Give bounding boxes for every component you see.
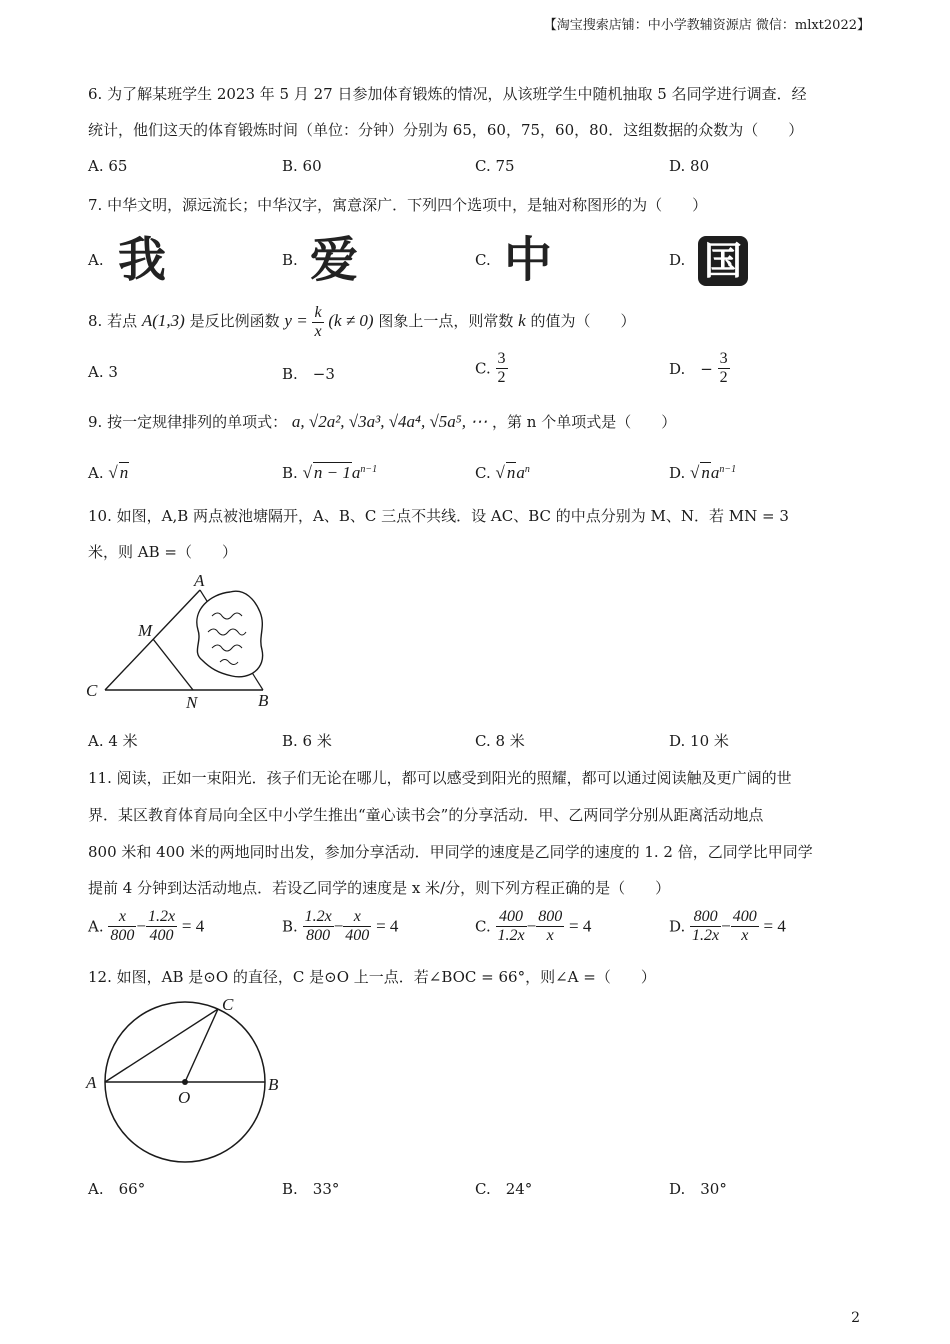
q9-sequence: a, √2a², √3a³, √4a⁴, √5a⁵, ⋯: [291, 412, 488, 431]
q9-option-b-label: B.: [282, 464, 298, 482]
q9-option-b-radicand: n − 1: [313, 463, 351, 482]
q7-option-a-label: A.: [88, 251, 104, 269]
q8-frac-num: k: [314, 303, 322, 321]
q8-prefix: 8. 若点: [88, 312, 138, 330]
q12-label-o: O: [178, 1088, 191, 1107]
q8-option-b: B. −3: [282, 365, 335, 383]
q8-condition: (k ≠ 0): [328, 311, 374, 330]
q12-label-c: C: [222, 995, 234, 1014]
q8-option-c-label: C.: [475, 359, 491, 378]
q11-c-rhs: = 4: [568, 916, 592, 936]
q9-option-b-exp: n−1: [360, 464, 378, 475]
q8-option-c: [475, 350, 508, 387]
q11-b-d2: 400: [345, 927, 370, 944]
q9-option-c-label: C.: [475, 464, 491, 482]
q11-b-n1: 1.2x: [304, 908, 332, 925]
q8-k: k: [518, 311, 526, 330]
q8-option-d-label: D. −: [669, 360, 713, 378]
q9-prefix: 9. 按一定规律排列的单项式：: [88, 413, 288, 431]
q10-option-a: A. 4 米: [88, 732, 138, 750]
q11-a-n1: x: [108, 908, 136, 927]
q8-option-d: [669, 350, 730, 387]
q11-d-n1: 800: [690, 908, 721, 927]
q11-option-c: C. $\frac{400}{1.2x}$ − $\frac{800}{x}$ = 4: [475, 908, 592, 944]
q10-pond: [197, 591, 263, 677]
q7-char-ai: 爱: [309, 232, 358, 288]
q10-line1: 10. 如图，A,B 两点被池塘隔开，A、B、C 三点不共线．设 AC、BC 的中点分别为 M、N．若 MN = 3: [88, 507, 789, 525]
q10-label-b: B: [258, 691, 269, 710]
q8-question: [88, 298, 636, 344]
q11-c-d1: 1.2x: [497, 927, 525, 944]
q11-option-b-label: B.: [282, 917, 298, 936]
q8-func-lhs: y =: [284, 311, 308, 330]
q12-label-a: A: [86, 1073, 97, 1092]
q11-d-n2: 400: [732, 908, 757, 925]
q8-suffix: 图象上一点，则常数: [378, 312, 514, 330]
q11-a-d2: 400: [149, 927, 174, 944]
q6-option-b: B. 60: [282, 157, 322, 175]
q8-option-c-num: 3: [497, 350, 506, 367]
q10-option-b: B. 6 米: [282, 732, 332, 750]
q10-segment-ac: [105, 590, 200, 690]
q11-d-d2: x: [741, 927, 749, 944]
q12-option-b: B. 33°: [282, 1180, 340, 1198]
q7-option-c-label: C.: [475, 251, 491, 269]
page-number: 2: [851, 1310, 860, 1326]
q11-b-d1: 800: [306, 927, 331, 944]
q11-line3: 800 米和 400 米的两地同时出发，参加分享活动．甲同学的速度是乙同学的速度的 1. 2 倍，乙同学比甲同学: [88, 843, 813, 861]
q9-option-d-radicand: n: [701, 463, 710, 482]
q11-option-a-label: A.: [88, 917, 104, 936]
q8-option-d-num: 3: [719, 350, 728, 367]
q8-option-c-frac: [496, 350, 508, 387]
q9-option-a-radicand: n: [119, 463, 129, 482]
q11-c-d2: x: [546, 927, 554, 944]
q11-b-rhs: = 4: [376, 916, 399, 936]
q9-option-a-label: A.: [88, 464, 104, 482]
q10-option-d: D. 10 米: [669, 732, 729, 750]
q7-char-wo: 我: [117, 232, 166, 288]
q11-line1: 11. 阅读，正如一束阳光．孩子们无论在哪儿，都可以感受到阳光的照耀，都可以通过阅读触及更广阔的世: [88, 769, 792, 787]
q10-line2: 米，则 AB =（ ）: [88, 543, 237, 561]
q7-char-zhong: 中: [503, 232, 552, 288]
q9-option-b-base: a: [351, 463, 361, 482]
q11-option-d: D. $\frac{800}{1.2x}$ − $\frac{400}{x}$ = 4: [669, 908, 786, 944]
q10-figure: [80, 572, 290, 717]
q11-option-d-label: D.: [669, 917, 686, 936]
q11-option-b: B. $\frac{1.2x}{800}$ − $\frac{x}{400}$ = 4: [282, 908, 399, 944]
q7-option-b-label: B.: [282, 251, 298, 269]
q12-figure: [80, 992, 300, 1167]
q10-label-n: N: [186, 693, 198, 712]
q12-option-a: A. 66°: [88, 1180, 146, 1198]
q9-option-d-label: D.: [669, 464, 686, 482]
q11-option-c-label: C.: [475, 917, 491, 936]
q6-line2: 统计，他们这天的体育锻炼时间（单位：分钟）分别为 65，60，75，60，80．这组数据的众数为（ ）: [88, 121, 804, 139]
q10-label-m: M: [138, 621, 153, 640]
q9-question: [88, 411, 676, 432]
q12-option-c: C. 24°: [475, 1180, 533, 1198]
q10-label-c: C: [86, 681, 98, 700]
q9-option-c-radicand: n: [506, 463, 516, 482]
q9-option-b: B. √ $n - 1a^{n-1}$: [282, 463, 378, 482]
q11-d-d1: 1.2x: [692, 927, 720, 944]
q11-line4: 提前 4 分钟到达活动地点．若设乙同学的速度是 x 米/分，则下列方程正确的是（ ）: [88, 879, 671, 897]
page-header: 【淘宝搜索店铺：中小学教辅资源店 微信：mlxt2022】: [543, 18, 870, 33]
q12-center-dot: [182, 1079, 188, 1085]
q11-option-a: A. $\frac{x}{800}$ − $\frac{1.2x}{400}$ = 4: [88, 908, 205, 944]
q10-label-a: A: [194, 572, 205, 590]
q8-option-c-den: 2: [497, 369, 506, 386]
q11-a-d1: 800: [110, 927, 135, 944]
q11-a-n2: 1.2x: [147, 908, 176, 925]
q11-line2: 界．某区教育体育局向全区中小学生推出“童心读书会”的分享活动．甲、乙两同学分别从距离活动地点: [88, 806, 764, 824]
q7-char-guo: 国: [698, 236, 748, 286]
q11-d-rhs: = 4: [763, 916, 786, 936]
q9-option-d: D. √ $na^{n-1}$: [669, 463, 737, 482]
q6-option-c: C. 75: [475, 157, 515, 175]
q11-c-n1: 400: [496, 908, 527, 927]
q10-segment-mn: [153, 639, 193, 690]
q8-option-d-den: 2: [719, 369, 728, 386]
q8-point: A(1,3): [141, 311, 185, 330]
q8-frac-den: x: [314, 322, 322, 340]
q9-option-c-base: a: [516, 463, 525, 482]
q12-label-b: B: [268, 1075, 279, 1094]
q10-option-c: C. 8 米: [475, 732, 525, 750]
q12-question: 12. 如图，AB 是⊙O 的直径，C 是⊙O 上一点．若∠BOC = 66°，则∠A =（ ）: [88, 968, 656, 986]
q8-option-a: A. 3: [88, 363, 118, 381]
q6-line1: 6. 为了解某班学生 2023 年 5 月 27 日参加体育锻炼的情况，从该班学生中随机抽取 5 名同学进行调查．经: [88, 85, 807, 103]
q8-option-d-frac: [718, 350, 730, 387]
q7-question: 7. 中华文明，源远流长；中华汉字，寓意深广．下列四个选项中，是轴对称图形的为（ ）: [88, 196, 708, 214]
q6-option-a: A. 65: [88, 157, 128, 175]
q8-end: 的值为（ ）: [530, 312, 636, 330]
q11-b-n2: x: [343, 908, 371, 927]
q9-option-d-base: a: [710, 463, 720, 482]
q9-option-a: A. √ n: [88, 463, 129, 482]
q9-option-d-exp: n−1: [719, 464, 737, 475]
q7-option-d-label: D.: [669, 251, 686, 269]
q9-option-c: C. √ $na^n$: [475, 463, 530, 482]
q11-a-rhs: = 4: [181, 916, 205, 936]
q6-option-d: D. 80: [669, 157, 710, 175]
q11-c-n2: 800: [538, 908, 563, 925]
q8-mid: 是反比例函数: [189, 312, 280, 330]
q12-option-d: D. 30°: [669, 1180, 727, 1198]
q9-suffix: ，第 n 个单项式是（ ）: [492, 413, 677, 431]
q8-fraction: [312, 304, 323, 341]
q9-option-c-exp: n: [524, 464, 530, 475]
